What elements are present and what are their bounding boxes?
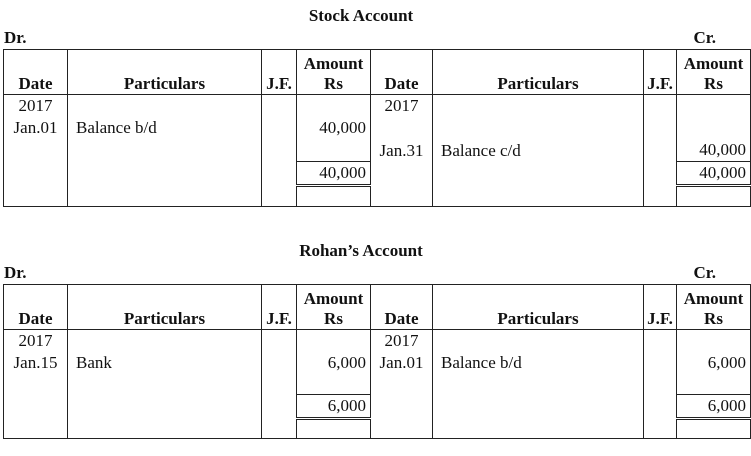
header-particulars: Particulars <box>68 50 262 95</box>
credit-particulars: Balance c/d <box>433 139 644 162</box>
rohan-account-title: Rohan’s Account <box>299 241 423 260</box>
header-amount <box>297 50 371 95</box>
header-rs-label: Rs <box>324 74 343 93</box>
debit-year: 2017 <box>4 95 68 118</box>
debit-year: 2017 <box>4 330 68 353</box>
header-rs-label: Rs <box>704 74 723 93</box>
credit-year: 2017 <box>371 330 433 353</box>
header-amount-label: Amount <box>683 54 744 73</box>
debit-particulars: Bank <box>68 352 262 374</box>
credit-date: Jan.31 <box>371 139 433 162</box>
debit-total: 40,000 <box>297 162 371 186</box>
credit-total: 40,000 <box>677 162 751 186</box>
rohan-dr-label: Dr. <box>4 263 27 282</box>
header-amount-label: Amount <box>303 289 364 308</box>
ledger-row <box>4 374 751 394</box>
rohan-cr-label: Cr. <box>693 263 716 282</box>
header-amount <box>677 50 751 95</box>
stock-cr-label: Cr. <box>693 28 716 47</box>
header-date: Date <box>4 285 68 330</box>
ledger-header-row <box>4 285 751 330</box>
header-jf: J.F. <box>644 285 677 330</box>
debit-particulars: Balance b/d <box>68 117 262 139</box>
header-particulars: Particulars <box>433 285 644 330</box>
header-amount-label: Amount <box>683 289 744 308</box>
header-jf: J.F. <box>644 50 677 95</box>
credit-amount: 6,000 <box>677 352 751 374</box>
ledger-row <box>4 117 751 139</box>
header-amount <box>677 285 751 330</box>
credit-date: Jan.01 <box>371 352 433 374</box>
stock-account-ledger <box>3 49 751 207</box>
debit-total: 6,000 <box>297 394 371 418</box>
stock-dr-label: Dr. <box>4 28 27 47</box>
credit-amount: 40,000 <box>677 139 751 162</box>
debit-date: Jan.01 <box>4 117 68 139</box>
header-date: Date <box>4 50 68 95</box>
debit-amount: 6,000 <box>297 352 371 374</box>
credit-total: 6,000 <box>677 394 751 418</box>
header-rs-label: Rs <box>324 309 343 328</box>
header-jf: J.F. <box>262 50 297 95</box>
rohan-account-ledger <box>3 284 751 439</box>
header-particulars: Particulars <box>433 50 644 95</box>
ledger-row <box>4 330 751 353</box>
debit-date: Jan.15 <box>4 352 68 374</box>
ledger-row <box>4 95 751 118</box>
credit-year: 2017 <box>371 95 433 118</box>
ledger-total-row <box>4 394 751 418</box>
ledger-total-row <box>4 162 751 186</box>
ledger-header-row <box>4 50 751 95</box>
header-particulars: Particulars <box>68 285 262 330</box>
header-amount <box>297 285 371 330</box>
header-date: Date <box>371 285 433 330</box>
header-date: Date <box>371 50 433 95</box>
header-amount-label: Amount <box>303 54 364 73</box>
debit-amount: 40,000 <box>297 117 371 139</box>
ledger-bottom-row <box>4 186 751 207</box>
ledger-row <box>4 139 751 162</box>
header-jf: J.F. <box>262 285 297 330</box>
ledger-row <box>4 352 751 374</box>
ledger-bottom-row <box>4 418 751 439</box>
stock-account-title: Stock Account <box>308 6 414 25</box>
header-rs-label: Rs <box>704 309 723 328</box>
credit-particulars: Balance b/d <box>433 352 644 374</box>
